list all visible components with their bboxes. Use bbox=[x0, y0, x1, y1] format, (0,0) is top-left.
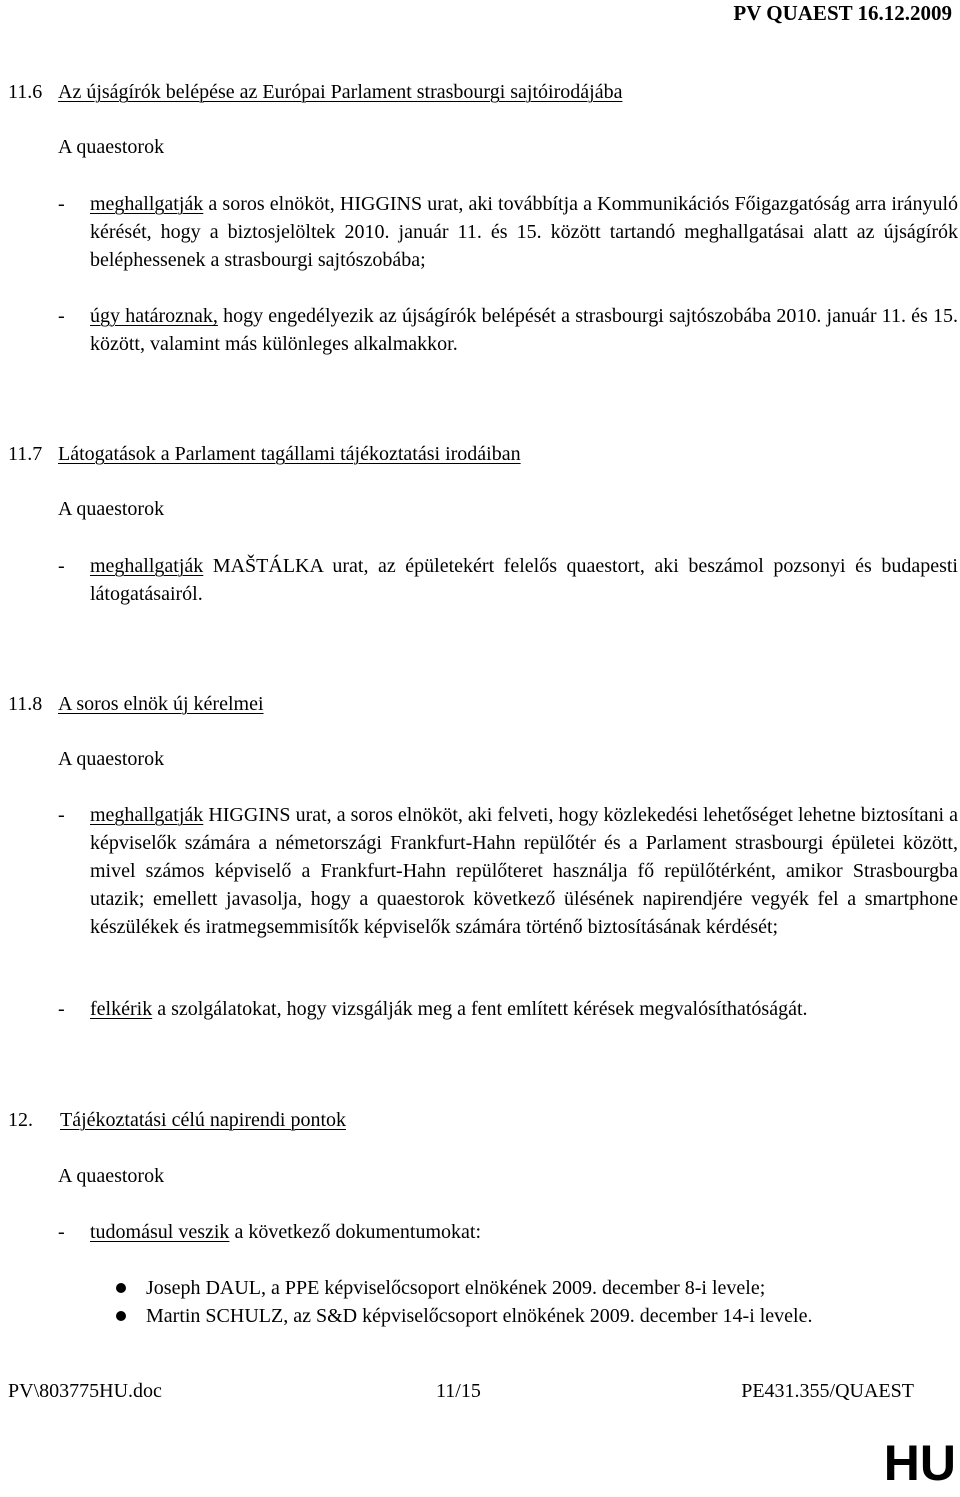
section-heading-11-8 bbox=[8, 690, 264, 718]
decision-verb: felkérik bbox=[90, 998, 153, 1020]
decision-text: MAŠTÁLKA urat, az épületekért felelős quaestort, aki beszámol pozsonyi és budapesti látogatásairól. bbox=[90, 555, 958, 605]
decision-text: a következő dokumentumokat: bbox=[229, 1221, 482, 1243]
section-number: 11.6 bbox=[8, 81, 43, 103]
section-title: Tájékoztatási célú napirendi pontok bbox=[60, 1109, 347, 1131]
section-number: 11.7 bbox=[8, 443, 43, 465]
bullet-icon bbox=[116, 1311, 126, 1321]
decision-verb: meghallgatják bbox=[90, 193, 204, 215]
footer-reference: PE431.355/QUAEST bbox=[741, 1380, 914, 1402]
footer-filename: PV\803775HU.doc bbox=[8, 1380, 162, 1402]
decision-item: - felkérik a szolgálatokat, hogy vizsgálják meg a fent említett kérések megvalósíthatóságát. bbox=[58, 998, 808, 1020]
decision-text: hogy engedélyezik az újságírók belépését a strasbourgi sajtószobába 2010. január 11. és 15. között, valamint más különleges alkalmakkor. bbox=[90, 305, 958, 355]
section-heading-11-6 bbox=[8, 78, 622, 106]
document-list bbox=[90, 1274, 950, 1330]
section-number: 12. bbox=[8, 1109, 33, 1131]
decision-text: HIGGINS urat, a soros elnököt, aki felveti, hogy közlekedési lehetőséget lehetne biztosítani a képviselők számára a németországi Frankfurt-Hahn repülőtér és a Parlament strasbourgi épületei között, mivel számos képviselő a Frankfurt-Hahn repülőteret használja fő repülőtérként, amikor Strasbourgba utazik; emellett javasolja, hogy a quaestorok következő ülésének napirendjére vegyék fel a smartphone készülékek és iratmegsemmisítők képviselők számára történő biztosításának kérdését; bbox=[90, 804, 958, 938]
subject-label: A quaestorok bbox=[58, 748, 165, 770]
footer-page-number: 11/15 bbox=[436, 1380, 481, 1402]
subject-label: A quaestorok bbox=[58, 498, 165, 520]
decision-text: a soros elnököt, HIGGINS urat, aki továbbítja a Kommunikációs Főigazgatóság arra irányuló kérését, hogy a biztosjelöltek 2010. január 11. és 15. között tartandó meghallgatásai alatt az újságírók beléphessenek a strasbourgi sajtószobába; bbox=[90, 193, 958, 271]
decision-item: - úgy határoznak, hogy engedélyezik az újságírók belépését a strasbourgi sajtószobába 2010. január 11. és 15. között, valamint más különleges alkalmakkor. bbox=[58, 305, 958, 355]
decision-item: - tudomásul veszik a következő dokumentumokat: bbox=[58, 1221, 482, 1243]
document-id: PV QUAEST 16.12.2009 bbox=[733, 1, 952, 25]
section-title: A soros elnök új kérelmei bbox=[58, 693, 264, 715]
decision-text: a szolgálatokat, hogy vizsgálják meg a fent említett kérések megvalósíthatóságát. bbox=[152, 998, 808, 1020]
subject-label: A quaestorok bbox=[58, 1165, 165, 1187]
subject-label: A quaestorok bbox=[58, 136, 165, 158]
decision-item: - meghallgatják MAŠTÁLKA urat, az épületekért felelős quaestort, aki beszámol pozsonyi és budapesti látogatásairól. bbox=[58, 555, 958, 605]
decision-verb: meghallgatják bbox=[90, 804, 204, 826]
language-code: HU bbox=[883, 1435, 956, 1491]
section-title: Látogatások a Parlament tagállami tájékoztatási irodáiban bbox=[58, 443, 521, 465]
section-heading-12 bbox=[8, 1106, 346, 1134]
list-item: Martin SCHULZ, az S&D képviselőcsoport elnökének 2009. december 14-i levele. bbox=[90, 1302, 950, 1330]
decision-item: - meghallgatják HIGGINS urat, a soros elnököt, aki felveti, hogy közlekedési lehetőséget lehetne biztosítani a képviselők számára a németországi Frankfurt-Hahn repülőtér és a Parlament strasbourgi épületei között, mivel számos képviselő a Frankfurt-Hahn repülőteret használja fő repülőtérként, amikor Strasbourgba utazik; emellett javasolja, hogy a quaestorok következő ülésének napirendjére vegyék fel a smartphone készülékek és iratmegsemmisítők képviselők számára történő biztosításának kérdését; bbox=[58, 804, 958, 938]
list-item: Joseph DAUL, a PPE képviselőcsoport elnökének 2009. december 8-i levele; bbox=[90, 1274, 950, 1302]
bullet-icon bbox=[116, 1283, 126, 1293]
decision-verb: tudomásul veszik bbox=[90, 1221, 230, 1243]
section-number: 11.8 bbox=[8, 693, 43, 715]
section-title: Az újságírók belépése az Európai Parlament strasbourgi sajtóirodájába bbox=[58, 81, 623, 103]
decision-verb: meghallgatják bbox=[90, 555, 204, 577]
decision-item: - meghallgatják a soros elnököt, HIGGINS urat, aki továbbítja a Kommunikációs Főigazgatóság arra irányuló kérését, hogy a biztosjelöltek 2010. január 11. és 15. között tartandó meghallgatásai alatt az újságírók beléphessenek a strasbourgi sajtószobába; bbox=[58, 193, 958, 271]
section-heading-11-7 bbox=[8, 440, 521, 468]
decision-verb: úgy határoznak, bbox=[90, 305, 218, 327]
